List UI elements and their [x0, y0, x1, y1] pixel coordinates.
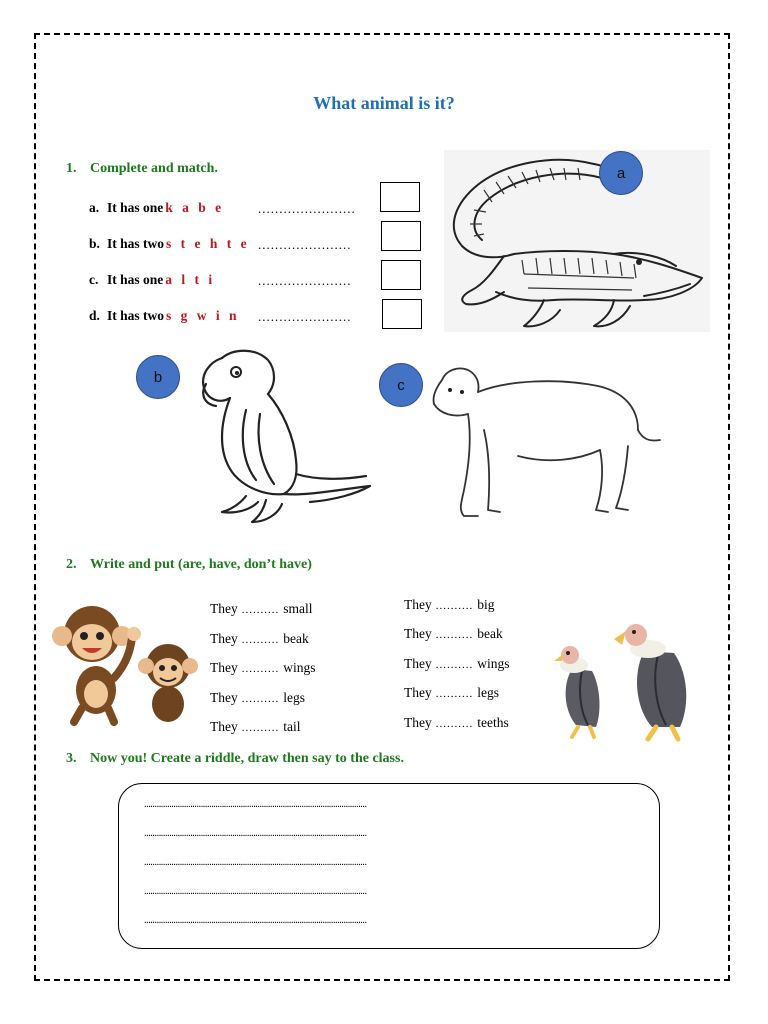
section-1-heading: [66, 161, 218, 177]
label-b: b: [153, 368, 163, 386]
section-1-title: Complete and match.: [90, 161, 218, 176]
sentence-word: teeths: [477, 715, 509, 730]
scrambled-word: k a b e: [165, 200, 225, 215]
sentence-subject: They: [404, 685, 432, 700]
sentence-left-4: [210, 690, 305, 706]
sentence-right-4: [404, 685, 499, 701]
answer-blank-c[interactable]: ......................: [258, 273, 352, 288]
scrambled-word: s t e h t e: [166, 236, 250, 251]
section-3-heading: [66, 751, 404, 767]
label-c: c: [397, 376, 405, 394]
riddle-line-5[interactable]: ..........................................................................................................: [144, 915, 367, 926]
monkeys-illustration: [48, 598, 202, 728]
fill-blank[interactable]: ..........: [435, 688, 474, 700]
fill-blank[interactable]: ..........: [435, 629, 474, 641]
sentence-subject: They: [210, 690, 238, 705]
sentence-subject: They: [210, 601, 238, 616]
section-2-number: 2.: [66, 557, 77, 572]
cougar-illustration: [428, 360, 664, 526]
sentence-word: big: [477, 597, 495, 612]
sentence-word: wings: [283, 660, 316, 675]
item-text: It has two: [107, 236, 165, 251]
riddle-line-1[interactable]: ..........................................................................................................: [144, 799, 367, 810]
fill-blank[interactable]: ..........: [241, 722, 280, 734]
sentence-subject: They: [210, 660, 238, 675]
crocodile-illustration: [444, 150, 710, 332]
fill-blank[interactable]: ..........: [241, 604, 280, 616]
item-letter: a.: [89, 200, 100, 215]
riddle-line-3[interactable]: ..........................................................................................................: [144, 857, 367, 868]
sentence-word: beak: [477, 626, 503, 641]
sentence-subject: They: [404, 656, 432, 671]
parrot-illustration: [186, 344, 376, 526]
item-text: It has one: [107, 200, 164, 215]
item-letter: d.: [89, 308, 100, 323]
section-3-number: 3.: [66, 751, 77, 766]
label-a-circle: [599, 151, 643, 195]
riddle-line-2[interactable]: ..........................................................................................................: [144, 828, 367, 839]
section-3-title: Now you! Create a riddle, draw then say to the class.: [90, 751, 404, 766]
label-b-circle: [136, 355, 180, 399]
fill-blank[interactable]: ..........: [241, 663, 280, 675]
sentence-word: wings: [477, 656, 510, 671]
fill-blank[interactable]: ..........: [435, 600, 474, 612]
sentence-subject: They: [210, 719, 238, 734]
label-a: a: [616, 164, 626, 182]
answer-blank-a[interactable]: .......................: [258, 201, 356, 216]
sentence-word: beak: [283, 631, 309, 646]
sentence-left-3: [210, 660, 316, 676]
item-b: [89, 236, 250, 252]
item-letter: b.: [89, 236, 100, 251]
vultures-illustration: [552, 615, 716, 743]
fill-blank[interactable]: ..........: [435, 659, 474, 671]
sentence-subject: They: [210, 631, 238, 646]
sentence-word: legs: [477, 685, 499, 700]
answer-blank-b[interactable]: ......................: [258, 237, 352, 252]
item-text: It has one: [107, 272, 164, 287]
sentence-subject: They: [404, 715, 432, 730]
scrambled-word: s g w i n: [166, 308, 240, 323]
fill-blank[interactable]: ..........: [435, 718, 474, 730]
item-d: [89, 308, 240, 324]
section-2-heading: [66, 557, 312, 573]
sentence-word: legs: [283, 690, 305, 705]
sentence-right-2: [404, 626, 503, 642]
page-title: What animal is it?: [313, 93, 455, 113]
sentence-word: tail: [283, 719, 301, 734]
item-letter: c.: [89, 272, 99, 287]
sentence-left-2: [210, 631, 309, 647]
sentence-left-1: [210, 601, 313, 617]
sentence-subject: They: [404, 597, 432, 612]
sentence-left-5: [210, 719, 301, 735]
match-box-c[interactable]: [381, 260, 421, 290]
section-1-number: 1.: [66, 161, 77, 176]
sentence-right-1: [404, 597, 495, 613]
sentence-subject: They: [404, 626, 432, 641]
sentence-word: small: [283, 601, 313, 616]
item-text: It has two: [107, 308, 165, 323]
riddle-line-4[interactable]: ..........................................................................................................: [144, 886, 367, 897]
sentence-right-5: [404, 715, 509, 731]
fill-blank[interactable]: ..........: [241, 634, 280, 646]
answer-blank-d[interactable]: ......................: [258, 309, 352, 324]
section-2-title: Write and put (are, have, don’t have): [90, 557, 312, 572]
fill-blank[interactable]: ..........: [241, 693, 280, 705]
item-c: [89, 272, 215, 288]
label-c-circle: [379, 363, 423, 407]
scrambled-word: a l t i: [165, 272, 216, 287]
match-box-d[interactable]: [382, 299, 422, 329]
match-box-a[interactable]: [380, 182, 420, 212]
item-a: [89, 200, 224, 216]
sentence-right-3: [404, 656, 510, 672]
match-box-b[interactable]: [381, 221, 421, 251]
